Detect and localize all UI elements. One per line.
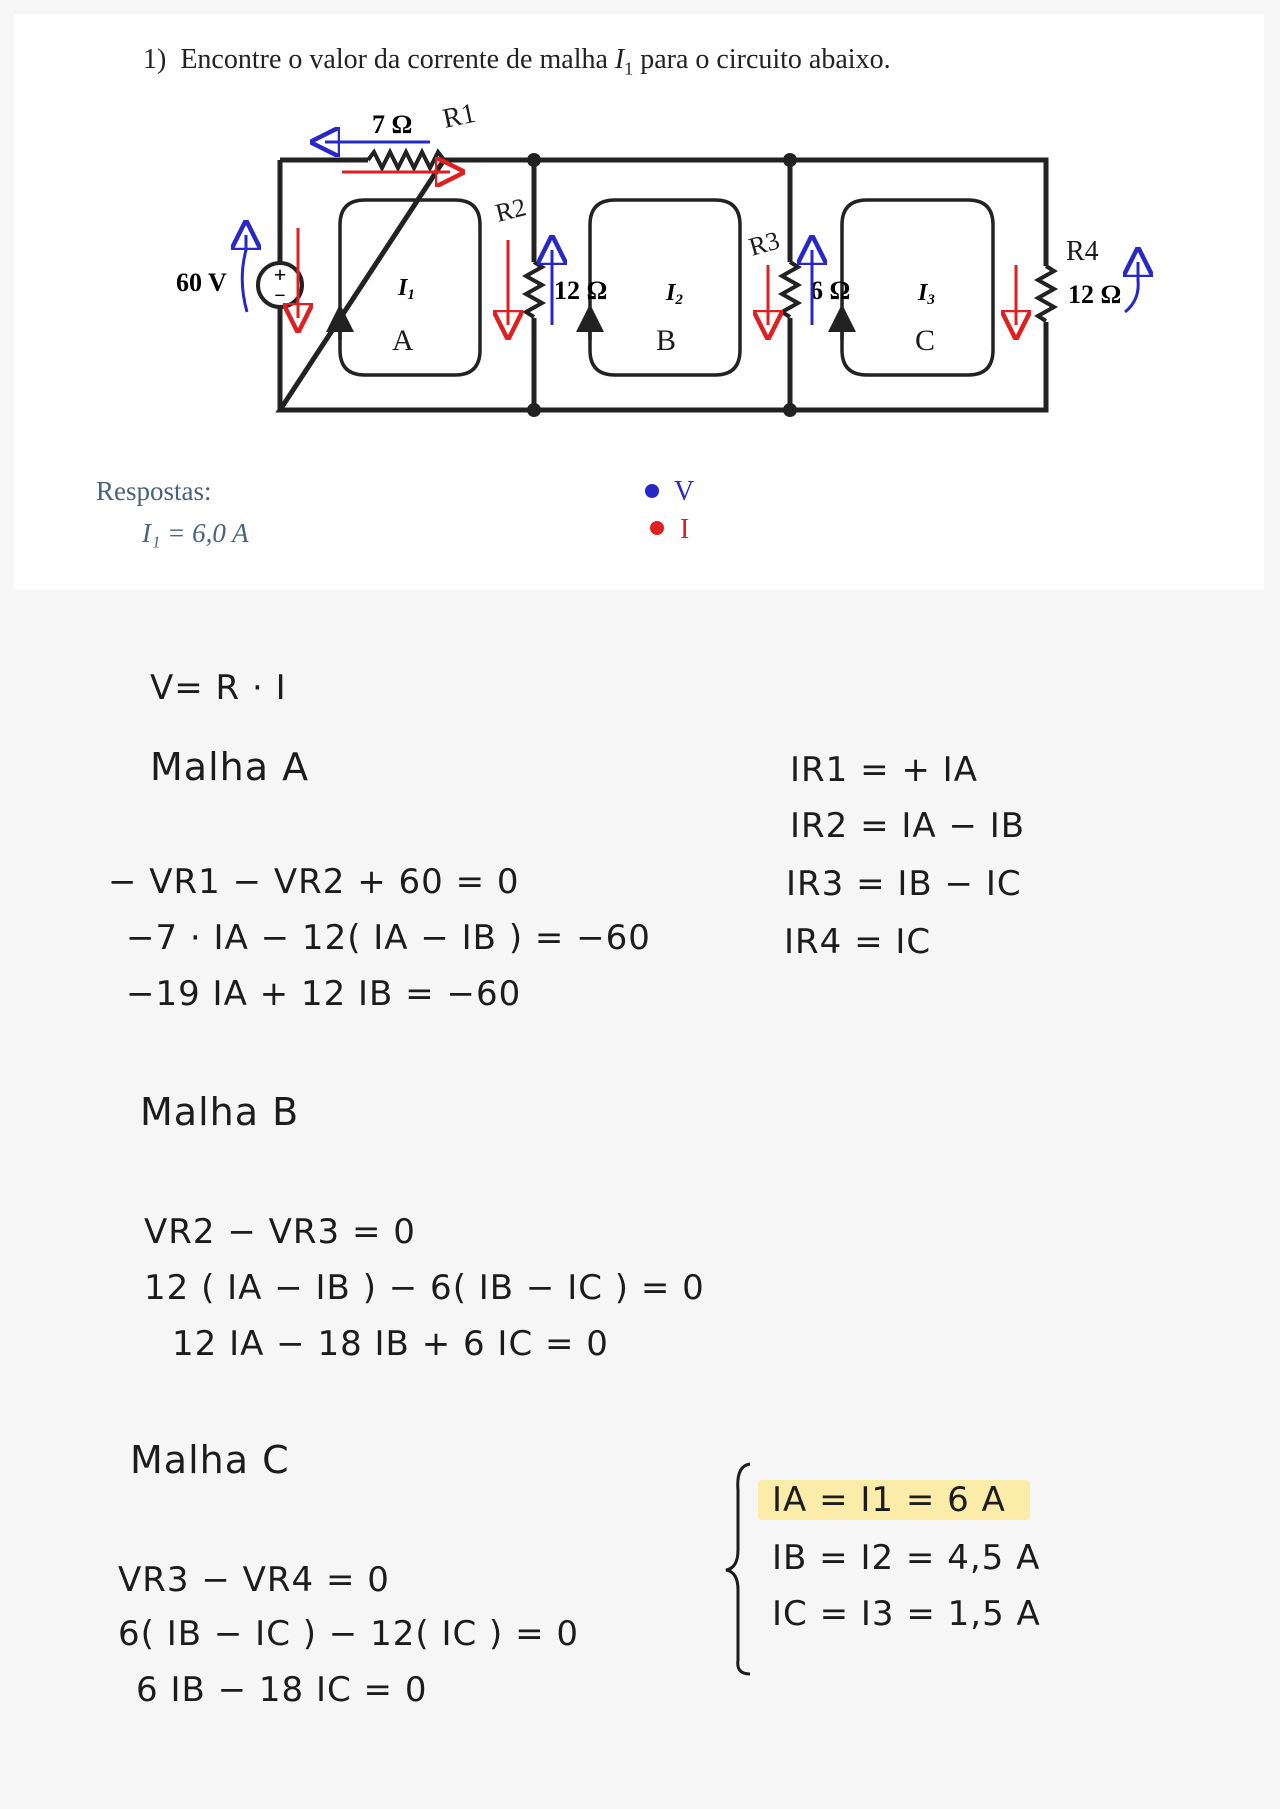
current-ir3: IR3 = IB − IC <box>786 864 1022 904</box>
legend-current: I <box>680 514 690 540</box>
malha-b-eq-2: 12 ( IA − IB ) − 6( IB − IC ) = 0 <box>144 1268 705 1308</box>
question-text: 1) Encontre o valor da corrente de malha $I_1$ para o circuito abaixo. <box>143 44 891 79</box>
answers-title: Respostas: <box>96 476 212 506</box>
malha-c-eq-3: 6 IB − 18 IC = 0 <box>136 1670 428 1710</box>
malha-a-eq-3: −19 IA + 12 IB = −60 <box>126 974 522 1014</box>
annot-mesh-c: C <box>915 324 936 357</box>
result-ib: IB = I2 = 4,5 A <box>772 1538 1041 1578</box>
malha-a-eq-2: −7 · IA − 12( IA − IB ) = −60 <box>126 918 651 958</box>
annot-mesh-b: B <box>656 324 677 357</box>
answer-i1: I₁ = 6,0 A <box>142 518 249 548</box>
malha-a-title: Malha A <box>150 745 310 789</box>
svg-text:+: + <box>273 262 287 287</box>
source-label: 60 V <box>176 268 227 297</box>
r1-label: 7 Ω <box>372 110 413 139</box>
r4-label: 12 Ω <box>1068 280 1122 309</box>
circuit-diagram <box>0 0 1280 540</box>
malha-a-eq-1: − VR1 − VR2 + 60 = 0 <box>108 862 520 902</box>
current-ir2: IR2 = IA − IB <box>790 806 1026 846</box>
r2-label: 12 Ω <box>554 276 608 305</box>
ohm-law: V= R · I <box>150 668 287 708</box>
malha-c-title: Malha C <box>130 1438 290 1482</box>
current-ir4: IR4 = IC <box>784 922 932 962</box>
malha-b-eq-3: 12 IA − 18 IB + 6 IC = 0 <box>172 1324 609 1364</box>
loop2-label: I2 <box>666 280 683 308</box>
svg-text:−: − <box>274 285 286 307</box>
resistor-r1 <box>368 152 444 168</box>
r3-label: 6 Ω <box>810 276 851 305</box>
malha-b-eq-1: VR2 − VR3 = 0 <box>144 1212 416 1252</box>
annot-r3: R3 <box>745 225 783 262</box>
current-ir1: IR1 = + IA <box>790 750 978 790</box>
annot-r2: R2 <box>492 192 529 228</box>
loop3-label: I3 <box>918 280 935 308</box>
malha-c-eq-1: VR3 − VR4 = 0 <box>118 1560 390 1600</box>
result-ic: IC = I3 = 1,5 A <box>772 1594 1041 1634</box>
annot-r4: R4 <box>1066 236 1099 267</box>
legend-voltage: V <box>674 476 695 507</box>
loop1-label: I1 <box>398 275 415 303</box>
result-brace <box>722 1460 762 1680</box>
result-ia: IA = I1 = 6 A <box>758 1480 1030 1520</box>
annot-mesh-a: A <box>392 324 414 357</box>
circuit-wires <box>280 160 1046 410</box>
malha-b-title: Malha B <box>140 1090 300 1134</box>
malha-c-eq-2: 6( IB − IC ) − 12( IC ) = 0 <box>118 1614 580 1654</box>
annot-r1: R1 <box>440 97 479 135</box>
